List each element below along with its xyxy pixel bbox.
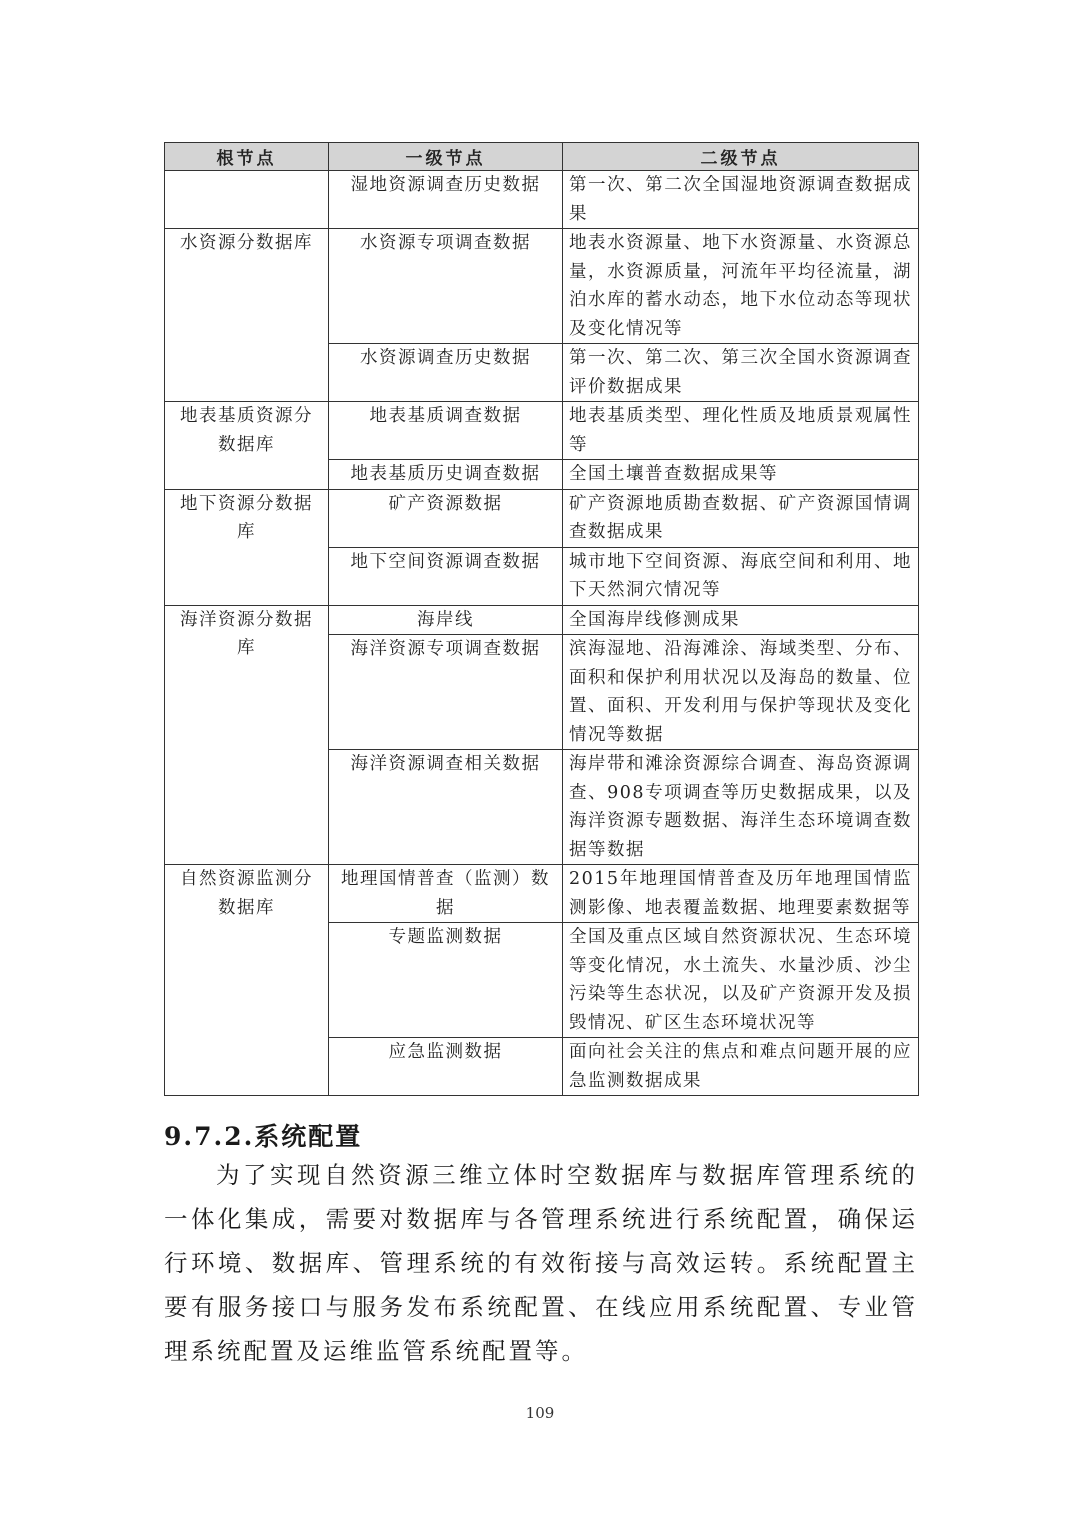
level1-node-cell: 矿产资源数据	[329, 489, 563, 547]
table-row	[165, 865, 919, 923]
root-node-cell: 海洋资源分数据库	[165, 605, 329, 865]
root-node-cell	[165, 171, 329, 229]
level1-node-cell: 水资源专项调查数据	[329, 229, 563, 344]
level2-node-cell: 第一次、第二次、第三次全国水资源调查评价数据成果	[563, 344, 919, 402]
level1-node-cell: 海洋资源调查相关数据	[329, 750, 563, 865]
level2-node-cell: 矿产资源地质勘查数据、矿产资源国情调查数据成果	[563, 489, 919, 547]
table-header-row	[165, 143, 919, 171]
table-row	[165, 489, 919, 547]
level1-node-cell: 海洋资源专项调查数据	[329, 635, 563, 750]
level2-node-cell: 地表基质类型、理化性质及地质景观属性等	[563, 402, 919, 460]
table-row	[165, 402, 919, 460]
level2-node-cell: 2015年地理国情普查及历年地理国情监测影像、地表覆盖数据、地理要素数据等	[563, 865, 919, 923]
page-number: 109	[525, 1404, 555, 1422]
section-paragraph: 为了实现自然资源三维立体时空数据库与数据库管理系统的一体化集成，需要对数据库与各管理系统进行系统配置，确保运行环境、数据库、管理系统的有效衔接与高效运转。系统配置主要有服务接口与服务发布系统配置、在线应用系统配置、专业管理系统配置及运维监管系统配置等。	[164, 1161, 918, 1365]
level1-node-cell: 海岸线	[329, 605, 563, 635]
level2-node-cell: 全国土壤普查数据成果等	[563, 460, 919, 490]
table-row	[165, 605, 919, 635]
header-level2-node: 二级节点	[563, 143, 919, 171]
level2-node-cell: 全国及重点区域自然资源状况、生态环境等变化情况，水土流失、水量沙质、沙尘污染等生态状况，以及矿产资源开发及损毁情况、矿区生态环境状况等	[563, 923, 919, 1038]
root-node-cell: 地下资源分数据库	[165, 489, 329, 605]
level1-node-cell: 地理国情普查（监测）数据	[329, 865, 563, 923]
root-node-cell: 自然资源监测分数据库	[165, 865, 329, 1096]
root-node-cell: 地表基质资源分数据库	[165, 402, 329, 490]
level1-node-cell: 湿地资源调查历史数据	[329, 171, 563, 229]
table-row	[165, 171, 919, 229]
level1-node-cell: 地表基质调查数据	[329, 402, 563, 460]
level1-node-cell: 应急监测数据	[329, 1038, 563, 1096]
header-root-node: 根节点	[165, 143, 329, 171]
level2-node-cell: 地表水资源量、地下水资源量、水资源总量，水资源质量，河流年平均径流量，湖泊水库的蓄水动态，地下水位动态等现状及变化情况等	[563, 229, 919, 344]
level2-node-cell: 全国海岸线修测成果	[563, 605, 919, 635]
level1-node-cell: 地表基质历史调查数据	[329, 460, 563, 490]
level2-node-cell: 滨海湿地、沿海滩涂、海域类型、分布、面积和保护利用状况以及海岛的数量、位置、面积、开发利用与保护等现状及变化情况等数据	[563, 635, 919, 750]
level2-node-cell: 城市地下空间资源、海底空间和利用、地下天然洞穴情况等	[563, 547, 919, 605]
level1-node-cell: 水资源调查历史数据	[329, 344, 563, 402]
level2-node-cell: 海岸带和滩涂资源综合调查、海岛资源调查、908专项调查等历史数据成果，以及海洋资源专题数据、海洋生态环境调查数据等数据	[563, 750, 919, 865]
level1-node-cell: 地下空间资源调查数据	[329, 547, 563, 605]
level1-node-cell: 专题监测数据	[329, 923, 563, 1038]
level2-node-cell: 面向社会关注的焦点和难点问题开展的应急监测数据成果	[563, 1038, 919, 1096]
database-node-table	[164, 142, 919, 1096]
level2-node-cell: 第一次、第二次全国湿地资源调查数据成果	[563, 171, 919, 229]
header-level1-node: 一级节点	[329, 143, 563, 171]
root-node-cell: 水资源分数据库	[165, 229, 329, 402]
table-body	[165, 171, 919, 1096]
table-row	[165, 229, 919, 344]
section-heading: 9.7.2.系统配置	[164, 1122, 363, 1151]
